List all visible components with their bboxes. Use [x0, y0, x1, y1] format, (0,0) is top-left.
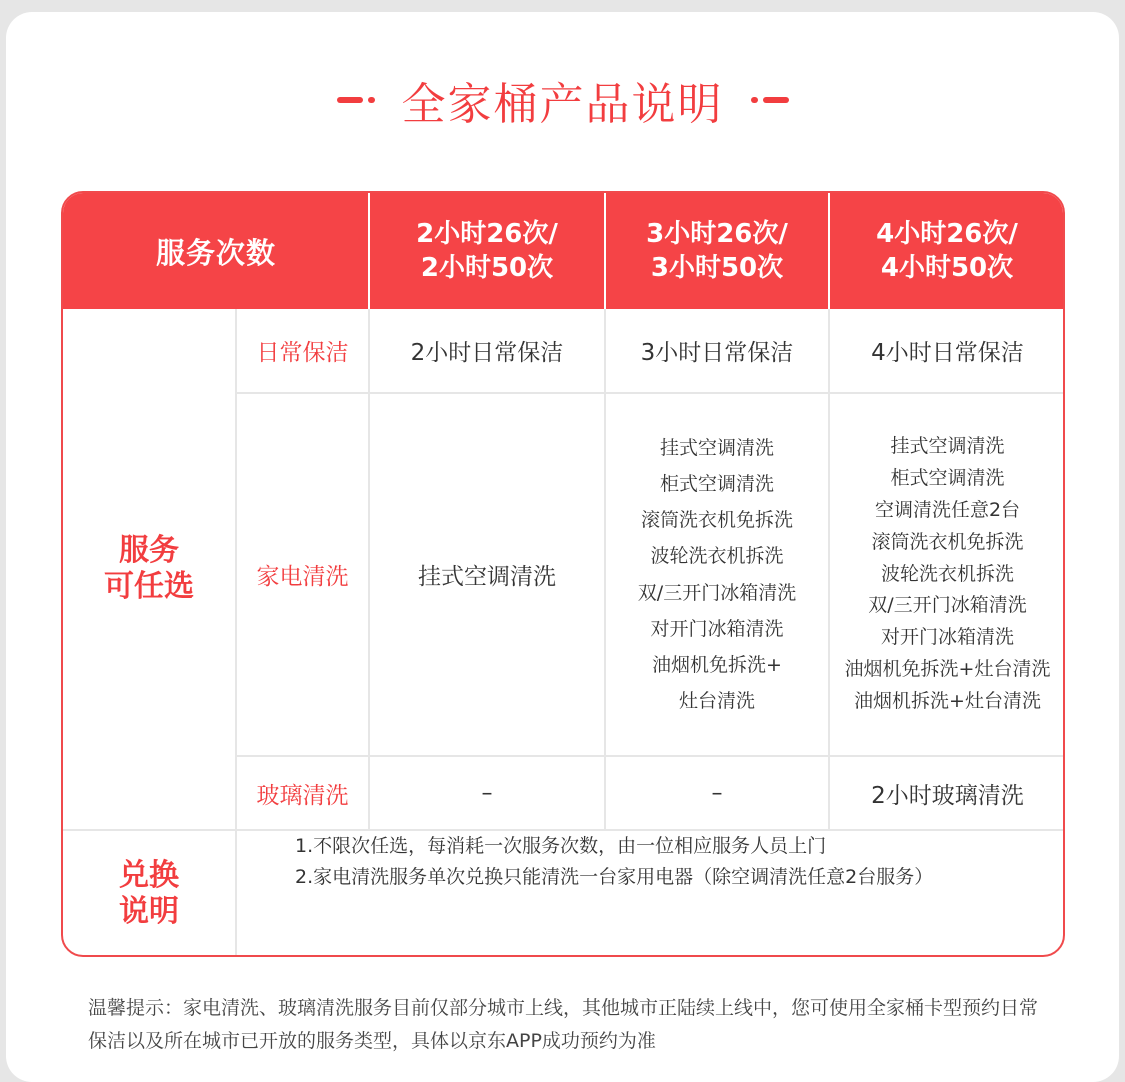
list-item: 滚筒洗衣机免拆洗 — [640, 509, 793, 532]
appliance-cleaning-2h: 挂式空调清洗 — [418, 564, 556, 590]
list-item: 滚筒洗衣机免拆洗 — [871, 530, 1024, 553]
header-divider — [828, 193, 830, 309]
product-table — [61, 191, 1065, 957]
header-divider — [368, 193, 370, 309]
title-decoration-left — [337, 97, 380, 103]
list-item: 双/三开门冰箱清洗 — [868, 594, 1027, 617]
header-column-line: 3小时26次/ — [646, 219, 788, 249]
list-item: 油烟机拆洗+灶台清洗 — [854, 689, 1041, 712]
exchange-note: 1.不限次任选，每消耗一次服务次数，由一位相应服务人员上门 — [295, 835, 827, 857]
warm-tip: 温馨提示：家电清洗、玻璃清洗服务目前仅部分城市上线，其他城市正陆续上线中，您可使用全家桶卡型预约日常保洁以及所在城市已开放的服务类型，具体以京东APP成功预约为准 — [88, 997, 1039, 1052]
daily-cleaning-4h: 4小时日常保洁 — [871, 340, 1024, 366]
row-label-daily-cleaning: 日常保洁 — [256, 340, 349, 366]
header-column-line: 3小时50次 — [650, 253, 784, 283]
title-decoration-right — [746, 97, 789, 103]
row-label-glass-cleaning: 玻璃清洗 — [256, 782, 349, 809]
exchange-label-line: 兑换 — [119, 858, 179, 893]
header-column-line: 2小时50次 — [420, 253, 554, 283]
list-item: 油烟机免拆洗+ — [652, 653, 782, 676]
daily-cleaning-3h: 3小时日常保洁 — [640, 340, 794, 366]
list-item: 对开门冰箱清洗 — [650, 617, 784, 640]
exchange-note: 2.家电清洗服务单次兑换只能清洗一台家用电器（除空调清洗任意2台服务） — [295, 866, 934, 888]
list-item: 波轮洗衣机拆洗 — [650, 545, 784, 568]
list-item: 柜式空调清洗 — [890, 467, 1005, 490]
header-service-count: 服务次数 — [63, 193, 369, 309]
header-column-4h — [829, 193, 1065, 309]
appliance-list-4h — [830, 394, 1065, 755]
glass-cleaning-4h: 2小时玻璃清洗 — [871, 782, 1024, 809]
header-column-line: 2小时26次/ — [416, 219, 558, 249]
appliance-list-3h — [606, 394, 828, 755]
service-group-label — [63, 309, 235, 829]
grid-line — [235, 831, 237, 957]
header-divider — [604, 193, 606, 309]
list-item: 挂式空调清洗 — [890, 435, 1005, 458]
daily-cleaning-2h: 2小时日常保洁 — [410, 340, 564, 366]
list-item: 灶台清洗 — [678, 690, 755, 713]
list-item: 柜式空调清洗 — [659, 472, 774, 495]
page-title-row — [0, 70, 1125, 130]
header-column-line: 4小时26次/ — [876, 219, 1018, 249]
header-column-2h — [369, 193, 605, 309]
row-label-appliance-cleaning: 家电清洗 — [256, 564, 349, 590]
list-item: 波轮洗衣机拆洗 — [880, 562, 1014, 585]
glass-cleaning-3h: – — [711, 780, 723, 806]
glass-cleaning-2h: – — [481, 780, 493, 806]
exchange-label-line: 说明 — [119, 894, 179, 929]
service-group-label-line: 可任选 — [104, 569, 194, 604]
exchange-label — [63, 831, 235, 957]
list-item: 双/三开门冰箱清洗 — [637, 581, 797, 604]
list-item: 空调清洗任意2台 — [874, 499, 1021, 521]
list-item: 挂式空调清洗 — [659, 436, 774, 459]
page-title: 全家桶产品说明 — [401, 79, 724, 130]
header-column-3h — [605, 193, 829, 309]
header-column-line: 4小时50次 — [880, 253, 1014, 283]
service-group-label-line: 服务 — [119, 533, 179, 568]
list-item: 油烟机免拆洗+灶台清洗 — [844, 657, 1051, 680]
exchange-notes — [295, 831, 1055, 957]
list-item: 对开门冰箱清洗 — [880, 626, 1014, 649]
